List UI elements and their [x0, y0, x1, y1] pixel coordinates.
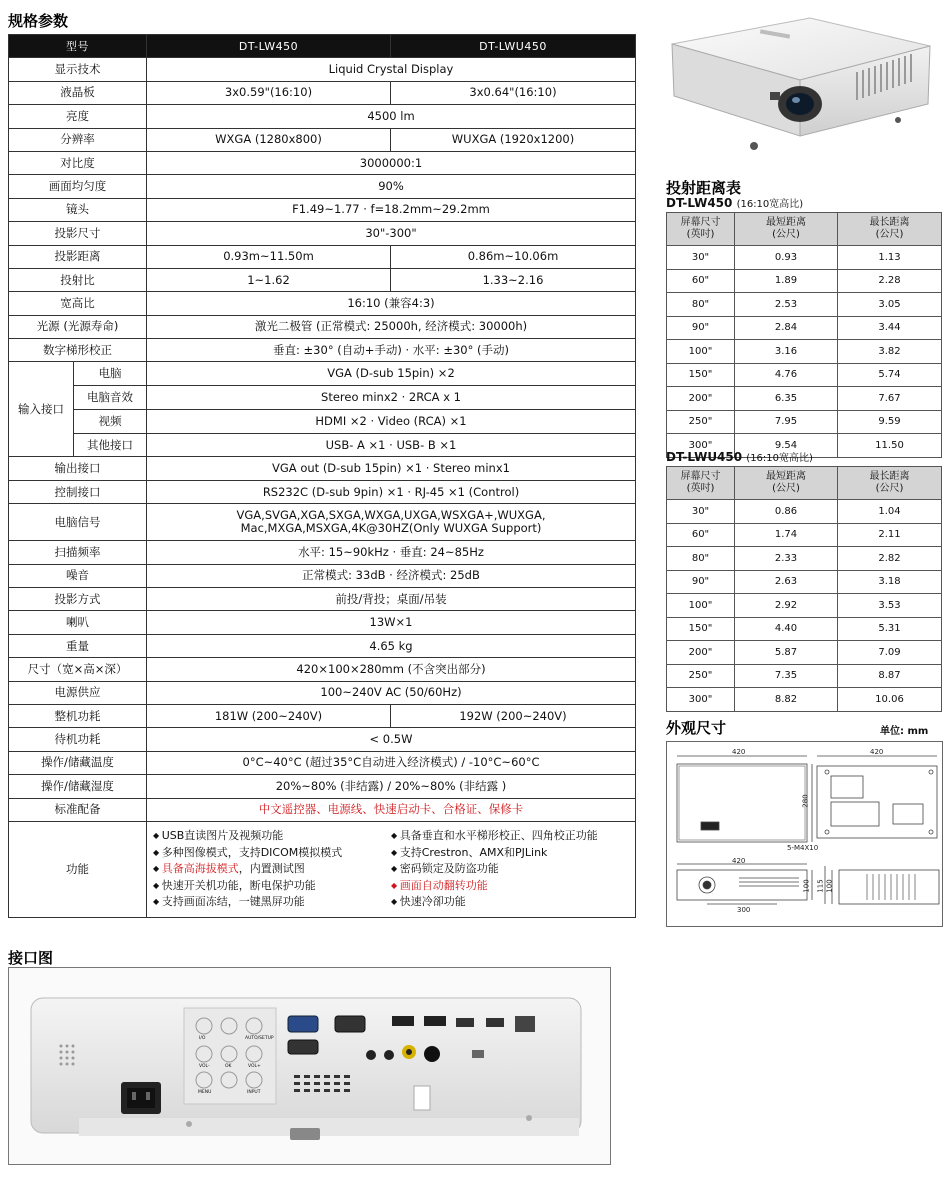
spec-label: 分辨率: [9, 128, 147, 151]
function-item: ◆ 支持Crestron、AMX和PJLink: [391, 845, 629, 862]
throw-header-line: 最长距离: [869, 471, 910, 482]
spec-row-speaker: [9, 611, 636, 634]
spec-label: 功能: [9, 821, 147, 917]
spec-row-uniformity: [9, 175, 636, 198]
spec-row-distance: [9, 245, 636, 268]
throw-cell: 2.53: [735, 293, 838, 317]
panel-button-label: MENU: [198, 1090, 212, 1095]
spec-value-2: 192W (200~240V): [391, 704, 636, 727]
dimension-drawing: [666, 741, 943, 927]
throw-section-title: 投射距离表: [666, 179, 742, 197]
throw-table-1-note: (16:10宽高比): [736, 199, 804, 210]
throw-row: [667, 688, 942, 712]
throw-row: [667, 387, 942, 411]
dim-label-depth-front: 300: [737, 906, 751, 914]
spec-input-label: 输入接口: [9, 362, 74, 456]
spec-value: < 0.5W: [147, 728, 636, 751]
spec-value-1: 181W (200~240V): [147, 704, 391, 727]
spec-section-title: 规格参数: [8, 12, 69, 30]
spec-row-lcd-panel: [9, 81, 636, 104]
spec-value: 20%~80% (非结露) / 20%~80% (非结露 ): [147, 775, 636, 798]
throw-table-1: [666, 212, 942, 458]
panel-button-label: AUTO/SETUP: [245, 1036, 274, 1041]
spec-value-line: VGA,SVGA,XGA,SXGA,WXGA,UXGA,WSXGA+,WUXGA,: [236, 508, 546, 523]
spec-label: 标准配备: [9, 798, 147, 821]
throw-cell: 2.28: [838, 269, 942, 293]
throw-cell: 10.06: [838, 688, 942, 712]
spec-value: 水平: 15~90kHz · 垂直: 24~85Hz: [147, 541, 636, 564]
function-item: ◆ 画面自动翻转功能: [391, 878, 629, 895]
spec-value: RS232C (D-sub 9pin) ×1 · RJ-45 ×1 (Control): [147, 480, 636, 503]
throw-cell: 250": [667, 410, 735, 434]
spec-label: 画面均匀度: [9, 175, 147, 198]
spec-row-throw-ratio: [9, 268, 636, 291]
throw-cell: 150": [667, 363, 735, 387]
spec-value: 100~240V AC (50/60Hz): [147, 681, 636, 704]
throw-cell: 4.40: [735, 617, 838, 641]
spec-label: 光源 (光源寿命): [9, 315, 147, 338]
throw-cell: 5.87: [735, 641, 838, 665]
spec-value-2: 1.33~2.16: [391, 268, 636, 291]
throw-header-line: (英吋): [686, 229, 715, 240]
spec-row-functions: [9, 821, 636, 917]
spec-label: 亮度: [9, 105, 147, 128]
panel-button-label: I/O: [199, 1036, 206, 1041]
spec-input-sub-label: 电脑音效: [74, 386, 146, 410]
throw-cell: 1.13: [838, 246, 942, 270]
panel-button-label: VOL-: [199, 1064, 210, 1069]
spec-value-1: 0.93m~11.50m: [147, 245, 391, 268]
dim-label-width-front: 420: [732, 857, 746, 865]
spec-row-scan: [9, 541, 636, 564]
spec-label: 输出接口: [9, 457, 147, 480]
function-item: ◆ 快速开关机功能，断电保护功能: [153, 878, 391, 895]
throw-table-1-model: DT-LW450: [666, 196, 733, 210]
throw-cell: 5.31: [838, 617, 942, 641]
dimension-unit: 单位: mm: [880, 726, 929, 737]
dim-label-depth: 280: [801, 794, 810, 808]
spec-row-input-pc: [9, 362, 636, 386]
throw-cell: 300": [667, 434, 735, 458]
panel-button-label: VOL+: [248, 1064, 261, 1069]
throw-header-cell: [667, 213, 735, 246]
projector-rear-panel: [9, 968, 610, 1164]
throw-cell: 80": [667, 293, 735, 317]
throw-cell: 0.93: [735, 246, 838, 270]
throw-cell: 7.67: [838, 387, 942, 411]
spec-label: 显示技术: [9, 58, 147, 81]
spec-input-group: [9, 362, 147, 457]
throw-row: [667, 340, 942, 364]
throw-cell: 9.59: [838, 410, 942, 434]
spec-label: 整机功耗: [9, 704, 147, 727]
throw-header-line: (公尺): [772, 229, 800, 240]
spec-value-1: WXGA (1280x800): [147, 128, 391, 151]
dim-label-height-front: 100: [802, 879, 811, 893]
throw-cell: 2.63: [735, 570, 838, 594]
throw-cell: 30": [667, 246, 735, 270]
throw-row: [667, 246, 942, 270]
spec-label: 喇叭: [9, 611, 147, 634]
projector-product-image: [660, 8, 945, 158]
throw-header-cell: [838, 467, 942, 500]
spec-label: 对比度: [9, 151, 147, 174]
throw-header-row: [667, 213, 942, 246]
function-item-rest: ，内置测试图: [238, 862, 305, 876]
spec-label: 噪音: [9, 564, 147, 587]
spec-row-aspect: [9, 292, 636, 315]
throw-cell: 2.11: [838, 523, 942, 547]
dim-label-height-rear-1: 115: [816, 879, 825, 893]
spec-value: 4500 lm: [147, 105, 636, 128]
spec-row-resolution: [9, 128, 636, 151]
throw-cell: 100": [667, 340, 735, 364]
spec-value: F1.49~1.77 · f=18.2mm~29.2mm: [147, 198, 636, 221]
throw-header-line: (公尺): [875, 229, 904, 240]
throw-cell: 90": [667, 316, 735, 340]
function-item: ◆ 具备垂直和水平梯形校正、四角校正功能: [391, 828, 629, 845]
throw-header-cell: [735, 467, 838, 500]
throw-row: [667, 500, 942, 524]
spec-value: VGA (D-sub 15pin) ×2: [147, 362, 636, 386]
throw-header-line: 最短距离: [766, 471, 806, 482]
throw-cell: 150": [667, 617, 735, 641]
throw-row: [667, 293, 942, 317]
function-item: ◆ 多种图像模式，支持DICOM模拟模式: [153, 845, 391, 862]
throw-row: [667, 664, 942, 688]
throw-cell: 3.82: [838, 340, 942, 364]
throw-header-line: (英吋): [686, 483, 715, 494]
spec-label: 待机功耗: [9, 728, 147, 751]
spec-label: 尺寸（宽×高×深）: [9, 658, 147, 681]
throw-row: [667, 570, 942, 594]
spec-value: 0°C~40°C (超过35°C自动进入经济模式) / -10°C~60°C: [147, 751, 636, 774]
function-item: ◆ USB直读图片及视频功能: [153, 828, 391, 845]
spec-value: 正常模式: 33dB · 经济模式: 25dB: [147, 564, 636, 587]
spec-value: 13W×1: [147, 611, 636, 634]
throw-cell: 200": [667, 641, 735, 665]
throw-row: [667, 523, 942, 547]
panel-button-label: OK: [225, 1064, 232, 1069]
function-item: ◆ 密码锁定及防盗功能: [391, 861, 629, 878]
throw-header-cell: [735, 213, 838, 246]
throw-row: [667, 594, 942, 618]
throw-header-line: (公尺): [772, 483, 800, 494]
spec-row-power-consumption: [9, 704, 636, 727]
spec-value: 420×100×280mm (不含突出部分): [147, 658, 636, 681]
throw-cell: 300": [667, 688, 735, 712]
throw-row: [667, 641, 942, 665]
throw-cell: 7.35: [735, 664, 838, 688]
throw-header-cell: [667, 467, 735, 500]
throw-table-1-heading: [666, 195, 803, 210]
panel-button-label: INPUT: [247, 1090, 261, 1095]
interface-image: [8, 967, 611, 1165]
dim-label-height-rear-2: 100: [825, 879, 834, 893]
function-item-highlight: 具备高海拔模式: [161, 862, 239, 876]
spec-row-keystone: [9, 339, 636, 362]
spec-label: 投射比: [9, 268, 147, 291]
throw-cell: 9.54: [735, 434, 838, 458]
spec-input-sub-label: 其他接口: [87, 437, 133, 452]
throw-cell: 8.82: [735, 688, 838, 712]
throw-row: [667, 617, 942, 641]
throw-cell: 5.74: [838, 363, 942, 387]
throw-row: [667, 410, 942, 434]
spec-value: Liquid Crystal Display: [147, 58, 636, 81]
throw-cell: 4.76: [735, 363, 838, 387]
spec-value: 激光二极管 (正常模式: 25000h, 经济模式: 30000h): [147, 315, 636, 338]
spec-label: 操作/储藏温度: [9, 751, 147, 774]
throw-cell: 0.86: [735, 500, 838, 524]
spec-header-label: 型号: [9, 35, 147, 58]
spec-row-pc-signal: [9, 504, 636, 541]
throw-row: [667, 269, 942, 293]
throw-cell: 60": [667, 523, 735, 547]
spec-row-screen-size: [9, 222, 636, 245]
spec-row-light-source: [9, 315, 636, 338]
throw-cell: 1.04: [838, 500, 942, 524]
throw-header-line: 最短距离: [766, 217, 806, 228]
throw-cell: 3.05: [838, 293, 942, 317]
spec-label: 重量: [9, 634, 147, 657]
spec-value: 16:10 (兼容4:3): [147, 292, 636, 315]
throw-header-line: 最长距离: [869, 217, 910, 228]
throw-cell: 3.44: [838, 316, 942, 340]
spec-value: USB- A ×1 · USB- B ×1: [147, 433, 636, 457]
spec-row-lens: [9, 198, 636, 221]
spec-label: 操作/储藏湿度: [9, 775, 147, 798]
throw-table-2-model: DT-LWU450: [666, 450, 743, 464]
spec-value: 前投/背投；桌面/吊装: [147, 588, 636, 611]
throw-header-line: (公尺): [875, 483, 904, 494]
spec-label: 宽高比: [9, 292, 147, 315]
function-item: ◆ 支持画面冻结，一键黑屏功能: [153, 894, 391, 911]
spec-row-size: [9, 658, 636, 681]
spec-value: Stereo minx2 · 2RCA x 1: [147, 386, 636, 410]
spec-header-row: [9, 35, 636, 58]
throw-cell: 6.35: [735, 387, 838, 411]
functions-list-left: [153, 828, 391, 911]
throw-cell: 1.89: [735, 269, 838, 293]
spec-header-model-2: DT-LWU450: [391, 35, 636, 58]
spec-value-2: 3x0.64"(16:10): [391, 81, 636, 104]
spec-row-power-supply: [9, 681, 636, 704]
spec-value-line: Mac,MXGA,MSXGA,4K@30HZ(Only WUXGA Support): [240, 521, 542, 536]
spec-row-standby: [9, 728, 636, 751]
throw-table-2-note: (16:10宽高比): [746, 453, 813, 464]
throw-cell: 7.09: [838, 641, 942, 665]
spec-header-model-1: DT-LW450: [147, 35, 391, 58]
function-item: ◆ 快速冷卻功能: [391, 894, 629, 911]
spec-value: 垂直: ±30° (自动+手动) · 水平: ±30° (手动): [147, 339, 636, 362]
throw-cell: 2.84: [735, 316, 838, 340]
spec-value: 4.65 kg: [147, 634, 636, 657]
spec-label: 扫描频率: [9, 541, 147, 564]
throw-cell: 2.33: [735, 547, 838, 571]
spec-row-accessories: [9, 798, 636, 821]
spec-value: 3000000:1: [147, 151, 636, 174]
spec-row-control: [9, 480, 636, 503]
spec-label: 数字梯形校正: [9, 339, 147, 362]
spec-label: 液晶板: [9, 81, 147, 104]
spec-row-projection-mode: [9, 588, 636, 611]
spec-value-1: 1~1.62: [147, 268, 391, 291]
functions-list-right: [391, 828, 629, 911]
throw-cell: 200": [667, 387, 735, 411]
throw-row: [667, 316, 942, 340]
throw-cell: 2.92: [735, 594, 838, 618]
throw-cell: 11.50: [838, 434, 942, 458]
throw-cell: 80": [667, 547, 735, 571]
dim-label-width-bottom: 420: [870, 748, 884, 756]
spec-value: 中文遥控器、电源线、快速启动卡、合格证、保修卡: [147, 798, 636, 821]
spec-label: 投影方式: [9, 588, 147, 611]
spec-row-temperature: [9, 751, 636, 774]
spec-row-display-tech: [9, 58, 636, 81]
spec-value-2: WUXGA (1920x1200): [391, 128, 636, 151]
spec-row-weight: [9, 634, 636, 657]
spec-value-2: 0.86m~10.06m: [391, 245, 636, 268]
throw-row: [667, 547, 942, 571]
throw-cell: 7.95: [735, 410, 838, 434]
spec-label: 投影尺寸: [9, 222, 147, 245]
spec-row-humidity: [9, 775, 636, 798]
throw-cell: 2.82: [838, 547, 942, 571]
spec-value: VGA out (D-sub 15pin) ×1 · Stereo minx1: [147, 457, 636, 480]
spec-label: 电脑信号: [9, 504, 147, 541]
spec-input-sub-label: 电脑: [74, 362, 146, 386]
spec-label: 投影距离: [9, 245, 147, 268]
throw-row: [667, 363, 942, 387]
dimension-diagram: [667, 742, 942, 926]
dim-label-width-top: 420: [732, 748, 746, 756]
throw-table-2-heading: [666, 449, 813, 464]
throw-cell: 1.74: [735, 523, 838, 547]
throw-cell: 90": [667, 570, 735, 594]
spec-value: HDMI ×2 · Video (RCA) ×1: [147, 409, 636, 433]
spec-label: 电源供应: [9, 681, 147, 704]
throw-header-line: 屏幕尺寸: [680, 471, 721, 482]
throw-table-2: [666, 466, 942, 712]
spec-row-noise: [9, 564, 636, 587]
throw-cell: 60": [667, 269, 735, 293]
spec-table: [8, 34, 636, 918]
throw-cell: 8.87: [838, 664, 942, 688]
dim-label-screw: 5-M4X10: [787, 844, 819, 852]
throw-cell: 250": [667, 664, 735, 688]
spec-label: 镜头: [9, 198, 147, 221]
spec-value: [147, 504, 636, 541]
spec-label: 控制接口: [9, 480, 147, 503]
function-item: [153, 861, 391, 878]
throw-header-cell: [838, 213, 942, 246]
spec-row-brightness: [9, 105, 636, 128]
spec-row-contrast: [9, 151, 636, 174]
throw-header-line: 屏幕尺寸: [680, 217, 721, 228]
spec-value: 30"-300": [147, 222, 636, 245]
throw-cell: 30": [667, 500, 735, 524]
spec-value: 90%: [147, 175, 636, 198]
spec-row-output: [9, 457, 636, 480]
throw-cell: 3.16: [735, 340, 838, 364]
throw-cell: 3.53: [838, 594, 942, 618]
throw-header-row: [667, 467, 942, 500]
spec-value-1: 3x0.59"(16:10): [147, 81, 391, 104]
spec-input-sub-label: 视频: [74, 410, 146, 434]
spec-functions-cell: [147, 821, 636, 917]
dimension-section-title: 外观尺寸: [666, 719, 727, 737]
throw-cell: 100": [667, 594, 735, 618]
interface-section-title: 接口图: [8, 949, 54, 967]
throw-cell: 3.18: [838, 570, 942, 594]
